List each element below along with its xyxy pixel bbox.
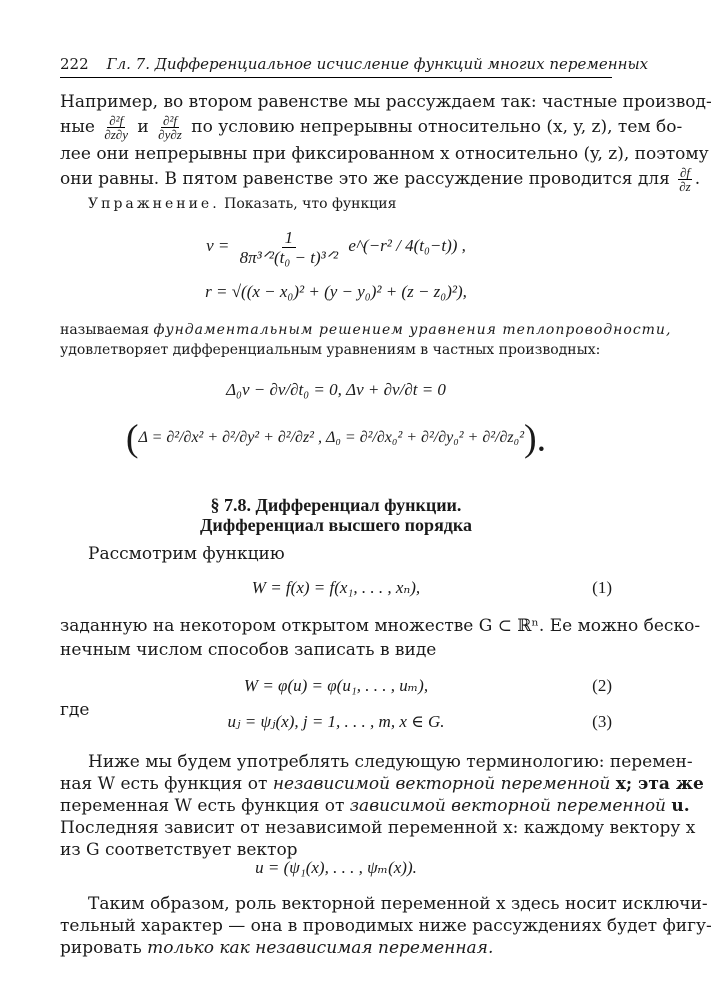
terminology-line4: Последняя зависит от независимой переменной x: каждому вектору x [60, 818, 696, 838]
final-line1: Таким образом, роль векторной переменной x здесь носит исключи- [88, 894, 708, 914]
terminology-line3: переменная W есть функция от зависимой векторной переменной u. [60, 796, 690, 816]
running-title: Гл. 7. Дифференциальное исчисление функций многих переменных [106, 55, 649, 73]
section-title-line2: Дифференциал высшего порядка [199, 515, 473, 535]
paragraph1-line1: Например, во втором равенстве мы рассуждаем так: частные производ- [60, 92, 712, 112]
fraction-d2f-dydz: $\frac{\text{∂²f}}{\partial y\partial z}$ [158, 113, 182, 142]
equation-3: uⱼ = ψⱼ(x), j = 1, . . . , m, x ∈ G. (3) [60, 710, 612, 734]
paragraph1-line3: лее они непрерывны при фиксированном x относительно (y, z), поэтому [60, 144, 709, 164]
consider-line: Рассмотрим функцию [88, 544, 285, 564]
exercise-after-line1: называемая фундаментальным решением уравнения теплопроводности, [60, 322, 672, 338]
given-line1: заданную на некотором открытом множестве G ⊂ ℝⁿ. Ее можно беско- [60, 616, 701, 636]
terminology-line1: Ниже мы будем употреблять следующую терминологию: перемен- [88, 752, 693, 772]
given-line2: нечным числом способов записать в виде [60, 640, 437, 660]
running-header [60, 55, 649, 78]
heat-equations: Δ₀v − ∂v/∂t₀ = 0, Δv + ∂v/∂t = 0 [226, 380, 446, 399]
equation-2: W = φ(u) = φ(u₁, . . . , uₘ), (2) [60, 674, 612, 698]
fraction-d2f-dzdy: $\frac{\text{∂²f}}{\partial z\partial y}$ [104, 113, 129, 142]
terminology-line2: ная W есть функция от независимой векторной переменной x; эта же [60, 774, 704, 794]
final-line2: тельный характер — она в проводимых ниже рассуждениях будет фигу- [60, 916, 712, 936]
exercise-after-line2: удовлетворяет дифференциальным уравнениям в частных производных: [60, 342, 601, 358]
final-line3: рировать только как независимая переменная. [60, 938, 494, 958]
section-title-line1: § 7.8. Дифференциал функции. [210, 495, 462, 515]
formula-r: r = √((x − x₀)² + (y − y₀)² + (z − z₀)²), [205, 282, 467, 301]
terminology-line5: из G соответствует вектор [60, 840, 298, 860]
exercise-label: Упражнение. [88, 196, 220, 212]
equation-number-3: (3) [592, 712, 612, 731]
equation-number-2: (2) [592, 676, 612, 695]
paragraph1-line2: ные $\frac{\text{∂²f}}{\partial z\partial y}$ и $\frac{\text{∂²f}}{\partial y\partial z}$ по условию непрерывны относительно (x, y, z), тем бо- [60, 113, 683, 142]
paragraph1-line4: они равны. В пятом равенстве это же рассуждение проводится для $\frac{\partial f}{\partial z}$ . [60, 165, 701, 194]
page-number: 222 [60, 55, 89, 73]
equation-1: W = f(x) = f(x₁, . . . , xₙ), (1) [60, 576, 612, 600]
equation-number-1: (1) [592, 578, 612, 597]
fraction-df-dz: $\frac{\partial f}{\partial z}$ [679, 165, 691, 194]
formula-v: v = $\frac{1}{\text{8π³ᐟ²(t₀ − t)³ᐟ²}}$ e^(−r² / 4(t₀−t)) , [206, 227, 466, 267]
equation-u: u = (ψ₁(x), . . . , ψₘ(x)). [255, 858, 417, 877]
exercise-intro: Упражнение. Показать, что функция [88, 196, 397, 212]
laplace-definitions: (Δ = ∂²/∂x² + ∂²/∂y² + ∂²/∂z² , Δ₀ = ∂²/∂x₀² + ∂²/∂y₀² + ∂²/∂z₀²). [125, 417, 547, 460]
where-label: где [60, 700, 90, 720]
